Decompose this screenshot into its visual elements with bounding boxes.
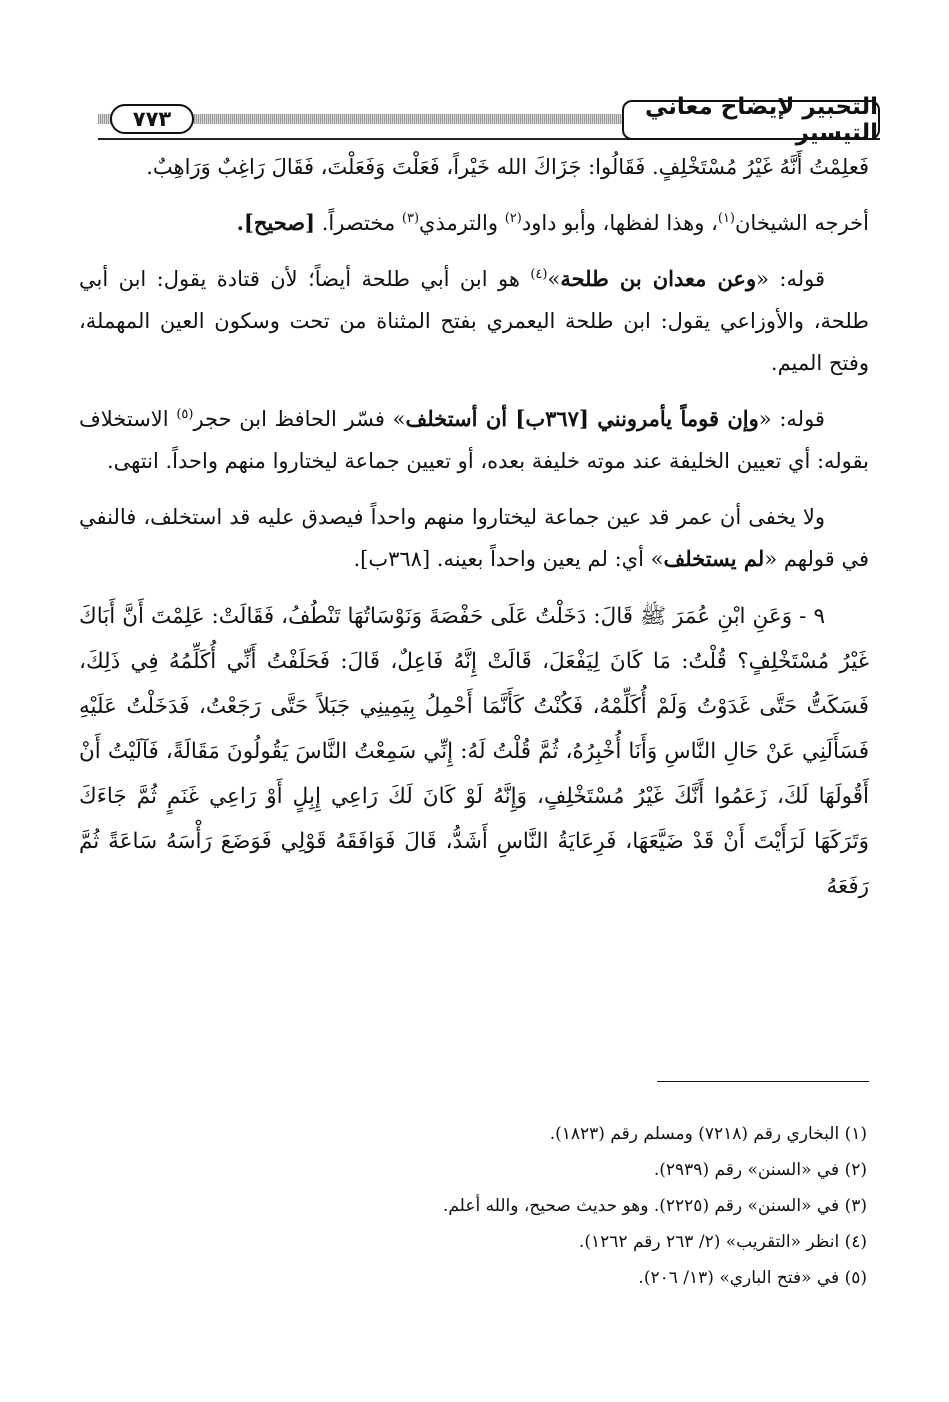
footnote-ref: (١) <box>717 211 735 226</box>
paragraph-5 <box>79 496 869 580</box>
quoted-phrase: لم يستخلف <box>663 546 765 571</box>
text-run: الاستخلاف بقوله: أي تعيين الخليفة عند موته خليفة بعده، أو تعيين جماعة ليختاروا منهم واحداً. انتهى. <box>79 407 869 473</box>
text-run: » <box>547 267 561 291</box>
footnote-ref: (٤) <box>530 267 548 282</box>
footnote-5: (٥) في «فتح الباري» (١٣/ ٢٠٦). <box>638 1268 867 1288</box>
paragraph-3 <box>79 258 869 384</box>
hadith-paragraph: ٩ - وَعَنِ ابْنِ عُمَرَ ﷺ قَالَ: دَخَلْتُ عَلَى حَفْصَةَ وَنَوْسَاتُهَا تَنْطُفُ، فَقَالَتْ: عَلِمْتَ أَنَّ أَبَاكَ غَيْرُ مُسْتَخْلِفٍ؟ قُلْتُ: مَا كَانَ لِيَفْعَلَ، قَالَتْ إِنَّهُ فَاعِلٌ، قَالَ: فَحَلَفْتُ أَنِّي أُكَلِّمُهُ فِي ذَلِكَ، فَسَكَتُّ حَتَّى غَدَوْتُ وَلَمْ أُكَلِّمْهُ، فَكُنْتُ كَأَنَّمَا أَحْمِلُ بِيَمِينِي جَبَلاً حَتَّى رَجَعْتُ، فَدَخَلْتُ عَلَيْهِ فَسَأَلَنِي عَنْ حَالِ النَّاسِ وَأَنَا أُخْبِرُهُ، ثُمَّ قُلْتُ لَهُ: إِنِّي سَمِعْتُ النَّاسَ يَقُولُونَ مَقَالَةً، فَآلَيْتُ أَنْ أَقُولَهَا لَكَ، زَعَمُوا أَنَّكَ غَيْرُ مُسْتَخْلِفٍ، وَإِنَّهُ لَوْ كَانَ لَكَ رَاعِي إِبِلٍ أَوْ رَاعِي غَنَمٍ ثُمَّ جَاءَكَ وَتَرَكَهَا لَرَأَيْتَ أَنْ قَدْ ضَيَّعَهَا، فَرِعَايَةُ النَّاسِ أَشَدُّ، قَالَ فَوَافَقَهُ قَوْلِي فَوَضَعَ رَأْسَهُ سَاعَةً ثُمَّ رَفَعَهُ <box>79 604 869 899</box>
hadith-grade: [صحيح]. <box>236 210 316 235</box>
text-run: » فسّر الحافظ ابن حجر <box>193 407 406 431</box>
text-run: » أي: لم يعين واحداً بعينه. [٣٦٨ب]. <box>353 547 664 571</box>
text-run: مختصراً. <box>315 211 402 235</box>
footnote-ref: (٢) <box>504 211 522 226</box>
paragraph-1: فَعلِمْتُ أَنَّهُ غَيْرُ مُسْتَخْلِفٍ. فَقَالُوا: جَزَاكَ الله خَيْراً، فَعَلْتَ وَفَعَلْتَ، فَقَالَ رَاغِبٌ وَرَاهِبٌ. <box>146 155 869 179</box>
footnote-4: (٤) انظر «التقريب» (٢/ ٢٦٣ رقم ١٢٦٢). <box>578 1232 867 1252</box>
text-run: ، وهذا لفظها، وأبو داود <box>521 211 718 235</box>
text-run: ولا يخفى أن عمر قد عين جماعة ليختاروا منهم واحداً فيصدق عليه قد استخلف، فالنفي في قولهم « <box>79 505 869 571</box>
footnote-2: (٢) في «السنن» رقم (٢٩٣٩). <box>653 1160 867 1180</box>
footnote-ref: (٥) <box>176 407 194 422</box>
paragraph-4 <box>79 398 869 482</box>
page-number: ٧٧٣ <box>110 104 194 134</box>
footnotes <box>79 1116 869 1296</box>
page-header <box>98 94 880 146</box>
footnote-separator <box>657 1081 869 1082</box>
text-run: قوله: « <box>758 407 825 431</box>
quoted-phrase: وعن معدان بن طلحة <box>560 266 757 291</box>
main-text <box>79 146 869 923</box>
paragraph-2 <box>79 202 869 244</box>
text-run: والترمذي <box>419 211 505 235</box>
footnote-3: (٣) في «السنن» رقم (٢٢٢٥). وهو حديث صحيح، والله أعلم. <box>442 1196 867 1216</box>
text-run: أخرجه الشيخان <box>735 211 869 235</box>
footnote-ref: (٣) <box>401 211 420 226</box>
text-run: هو ابن أبي طلحة أيضاً؛ لأن قتادة يقول: ابن أبي طلحة، والأوزاعي يقول: ابن طلحة اليعمري بفتح المثناة من تحت وسكون العين المهملة، وفتح الميم. <box>79 267 869 375</box>
book-title: التحبير لإيضاح معاني التيسير <box>622 100 880 140</box>
quoted-phrase: وإن قوماً يأمرونني [٣٦٧ب] أن أستخلف <box>405 406 759 431</box>
text-run: قوله: « <box>756 267 825 291</box>
footnote-1: (١) البخاري رقم (٧٢١٨) ومسلم رقم (١٨٢٣). <box>549 1124 867 1144</box>
